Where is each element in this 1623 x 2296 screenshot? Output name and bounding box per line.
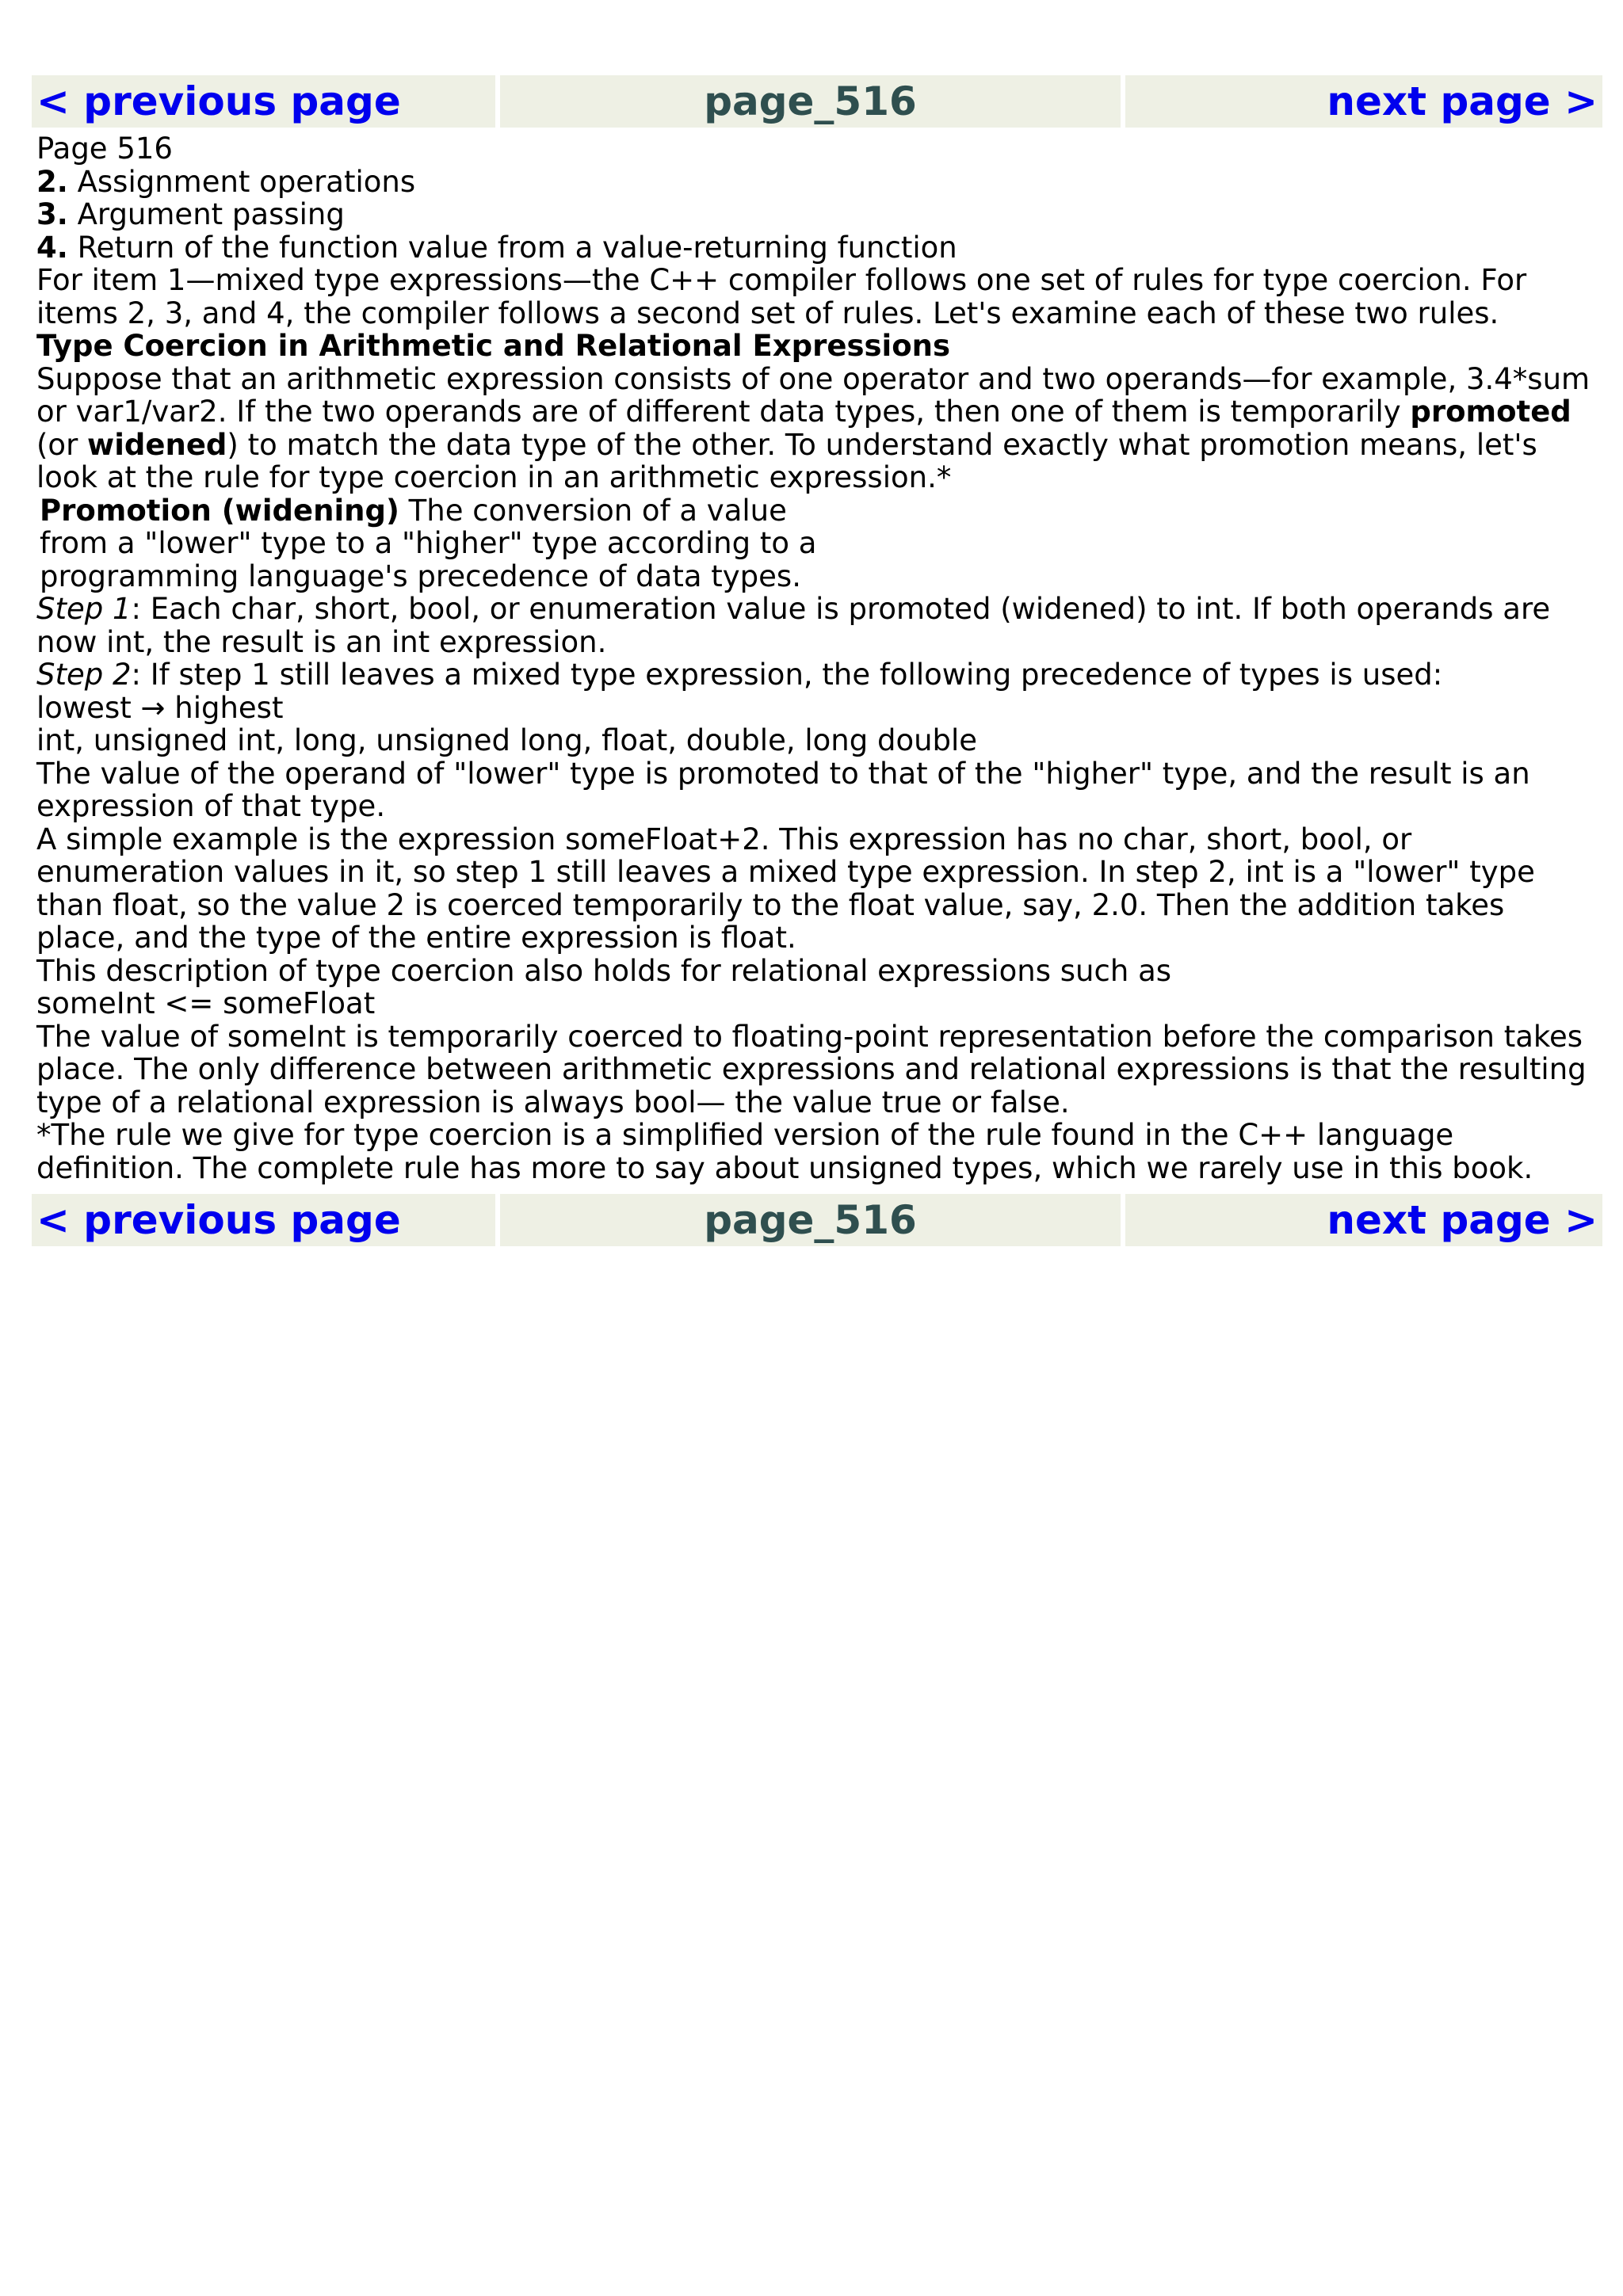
suppose-paragraph <box>36 363 1598 494</box>
page-id-label: page_516 <box>500 75 1121 128</box>
next-page-link[interactable]: next page > <box>1125 75 1602 128</box>
suppose-text-3: ) to match the data type of the other. To understand exactly what promotion means, let's look at the rule for type coercion in an arithmetic expression.* <box>36 427 1537 494</box>
step-2-label: Step 2 <box>36 658 132 692</box>
relational-paragraph: This description of type coercion also holds for relational expressions such as <box>36 953 1172 988</box>
next-page-link[interactable]: next page > <box>1125 1194 1602 1246</box>
step-1-text: : Each char, short, bool, or enumeration value is promoted (widened) to int. If both operands are now int, the result is an int expression. <box>36 592 1551 659</box>
section-heading: Type Coercion in Arithmetic and Relational Expressions <box>36 329 950 363</box>
definition-box <box>36 494 832 593</box>
precedence-direction: lowest → highest <box>36 690 284 725</box>
code-example: someInt <= someFloat <box>36 986 376 1020</box>
list-item-text: Return of the function value from a value-returning function <box>67 230 957 265</box>
page-id-label: page_516 <box>500 1194 1121 1246</box>
top-navbar <box>32 75 1602 128</box>
list-item-number: 2. <box>36 164 68 199</box>
value-paragraph: The value of the operand of "lower" type is promoted to that of the "higher" type, and the result is an expression of that type. <box>36 756 1530 823</box>
suppose-text-2: (or <box>36 427 88 462</box>
list-item-number: 4. <box>36 230 68 265</box>
someint-paragraph: The value of someInt is temporarily coerced to floating-point representation before the comparison takes place. The only difference between arithmetic expressions and relational expressions is that the resulting type of a relational expression is always bool— the value true or false. <box>36 1019 1587 1119</box>
step-2-paragraph <box>36 658 1598 692</box>
list-item-number: 3. <box>36 197 68 231</box>
term-widened: widened <box>87 427 227 462</box>
definition-text: The conversion of a value from a "lower" type to a "higher" type according to a programming language's precedence of data types. <box>40 493 817 593</box>
previous-page-link[interactable]: < previous page <box>32 1194 495 1246</box>
suppose-text-1: Suppose that an arithmetic expression consists of one operator and two operands—for example, 3.4*sum or var1/var2. If the two operands are of different data types, then one of them is temporarily <box>36 361 1591 429</box>
page-label: Page 516 <box>36 132 173 166</box>
step-1-label: Step 1 <box>36 592 132 626</box>
step-2-text: : If step 1 still leaves a mixed type expression, the following precedence of types is used: <box>131 658 1443 692</box>
intro-paragraph: For item 1—mixed type expressions—the C++ compiler follows one set of rules for type coercion. For items 2, 3, and 4, the compiler follows a second set of rules. Let's examine each of these two rules. <box>36 263 1527 330</box>
step-1-paragraph <box>36 593 1598 658</box>
page <box>32 75 1602 1246</box>
footnote: *The rule we give for type coercion is a simplified version of the rule found in the C++ language definition. The complete rule has more to say about unsigned types, which we rarely use in this book. <box>36 1118 1533 1185</box>
bottom-navbar <box>32 1194 1602 1246</box>
precedence-list: int, unsigned int, long, unsigned long, float, double, long double <box>36 723 978 757</box>
previous-page-link[interactable]: < previous page <box>32 75 495 128</box>
list-item <box>36 198 1598 231</box>
definition-term: Promotion (widening) <box>40 493 399 528</box>
list-item-text: Argument passing <box>67 197 345 231</box>
term-promoted: promoted <box>1410 395 1571 429</box>
list-item <box>36 231 1598 265</box>
page-content <box>32 128 1602 1189</box>
example-paragraph: A simple example is the expression someFloat+2. This expression has no char, short, bool, or enumeration values in it, so step 1 still leaves a mixed type expression. In step 2, int is a "lower" type than float, so the value 2 is coerced temporarily to the float value, say, 2.0. Then the addition takes place, and the type of the entire expression is float. <box>36 822 1535 955</box>
list-item <box>36 166 1598 199</box>
list-item-text: Assignment operations <box>67 164 416 199</box>
